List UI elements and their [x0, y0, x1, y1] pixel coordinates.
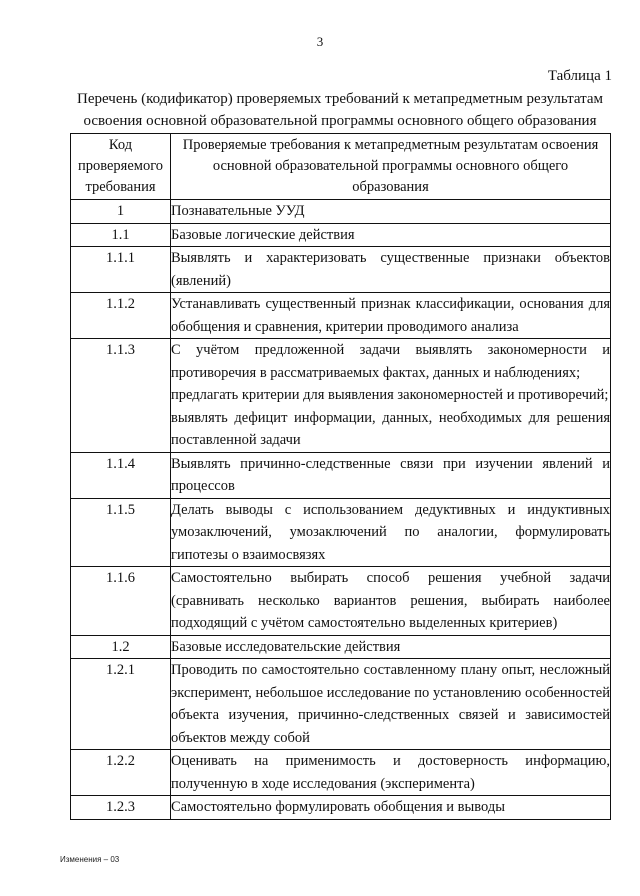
- requirement-paragraph: Выявлять и характеризовать существенные признаки объектов (явлений): [171, 250, 610, 289]
- requirement-text: [171, 200, 611, 224]
- requirement-code: 1.1.4: [71, 452, 171, 498]
- requirement-paragraph: Проводить по самостоятельно составленному плану опыт, несложный эксперимент, небольшое исследование по установлению особенностей объекта изучения, причинно-следственных связей и зависимостей объектов между собой: [171, 662, 610, 746]
- requirement-text: [171, 796, 611, 820]
- requirement-paragraph: Самостоятельно формулировать обобщения и выводы: [171, 799, 505, 815]
- requirements-table: [70, 133, 611, 820]
- requirement-paragraph: Базовые исследовательские действия: [171, 638, 401, 655]
- requirement-paragraph: С учётом предложенной задачи выявлять закономерности и противоречия в рассматриваемых фактах, данных и наблюдениях;: [171, 342, 610, 381]
- table-row: [71, 339, 611, 453]
- table-label: Таблица 1: [547, 68, 612, 84]
- requirement-text: [171, 223, 611, 247]
- table-row: [71, 635, 611, 659]
- page-number: 3: [316, 34, 324, 49]
- footer-revision: Изменения – 03: [60, 855, 120, 864]
- requirement-text: [171, 339, 611, 453]
- header-code: Код проверяемого требования: [71, 134, 171, 200]
- requirement-code: 1: [71, 200, 171, 224]
- requirement-paragraph: Базовые логические действия: [171, 226, 355, 243]
- table-row: [71, 796, 611, 820]
- requirement-paragraph: Устанавливать существенный признак классификации, основания для обобщения и сравнения, критерии проводимого анализа: [171, 296, 610, 335]
- requirement-code: 1.1.5: [71, 498, 171, 567]
- table-row: [71, 452, 611, 498]
- requirement-code: 1.2.1: [71, 659, 171, 750]
- requirement-paragraph: Делать выводы с использованием дедуктивных и индуктивных умозаключений, умозаключений по аналогии, формулировать гипотезы о взаимосвязях: [171, 501, 610, 563]
- table-header-row: [71, 134, 611, 200]
- requirement-code: 1.1.2: [71, 293, 171, 339]
- requirement-code: 1.2.2: [71, 750, 171, 796]
- document-title: Перечень (кодификатор) проверяемых требований к метапредметным результатам освоения основной образовательной программы основного общего образования: [77, 91, 603, 129]
- table-row: [71, 247, 611, 293]
- table-row: [71, 200, 611, 224]
- table-row: [71, 567, 611, 636]
- table-row: [71, 223, 611, 247]
- requirement-text: [171, 635, 611, 659]
- requirement-text: [171, 247, 611, 293]
- requirement-paragraph: выявлять дефицит информации, данных, необходимых для решения поставленной задачи: [171, 409, 610, 448]
- requirement-code: 1.1: [71, 223, 171, 247]
- table-body: [71, 200, 611, 820]
- header-requirement: Проверяемые требования к метапредметным результатам освоения основной образовательной программы основного общего образования: [171, 134, 611, 200]
- table-row: [71, 750, 611, 796]
- requirement-code: 1.1.6: [71, 567, 171, 636]
- requirement-code: 1.2: [71, 635, 171, 659]
- requirement-code: 1.1.3: [71, 339, 171, 453]
- requirement-paragraph: Самостоятельно выбирать способ решения учебной задачи (сравнивать несколько вариантов решения, выбирать наиболее подходящий с учётом самостоятельно выделенных критериев): [171, 570, 610, 631]
- requirement-code: 1.1.1: [71, 247, 171, 293]
- requirement-text: [171, 567, 611, 636]
- table-row: [71, 498, 611, 567]
- table-row: [71, 293, 611, 339]
- requirement-paragraph: Познавательные УУД: [171, 203, 305, 219]
- requirement-text: [171, 452, 611, 498]
- requirement-paragraph: Выявлять причинно-следственные связи при изучении явлений и процессов: [171, 455, 610, 494]
- requirement-text: [171, 659, 611, 750]
- table-row: [71, 659, 611, 750]
- requirement-paragraph: предлагать критерии для выявления закономерностей и противоречий;: [171, 387, 609, 403]
- requirement-text: [171, 750, 611, 796]
- requirement-code: 1.2.3: [71, 796, 171, 820]
- requirement-text: [171, 293, 611, 339]
- requirement-paragraph: Оценивать на применимость и достоверность информацию, полученную в ходе исследования (эксперимента): [171, 753, 610, 792]
- requirement-text: [171, 498, 611, 567]
